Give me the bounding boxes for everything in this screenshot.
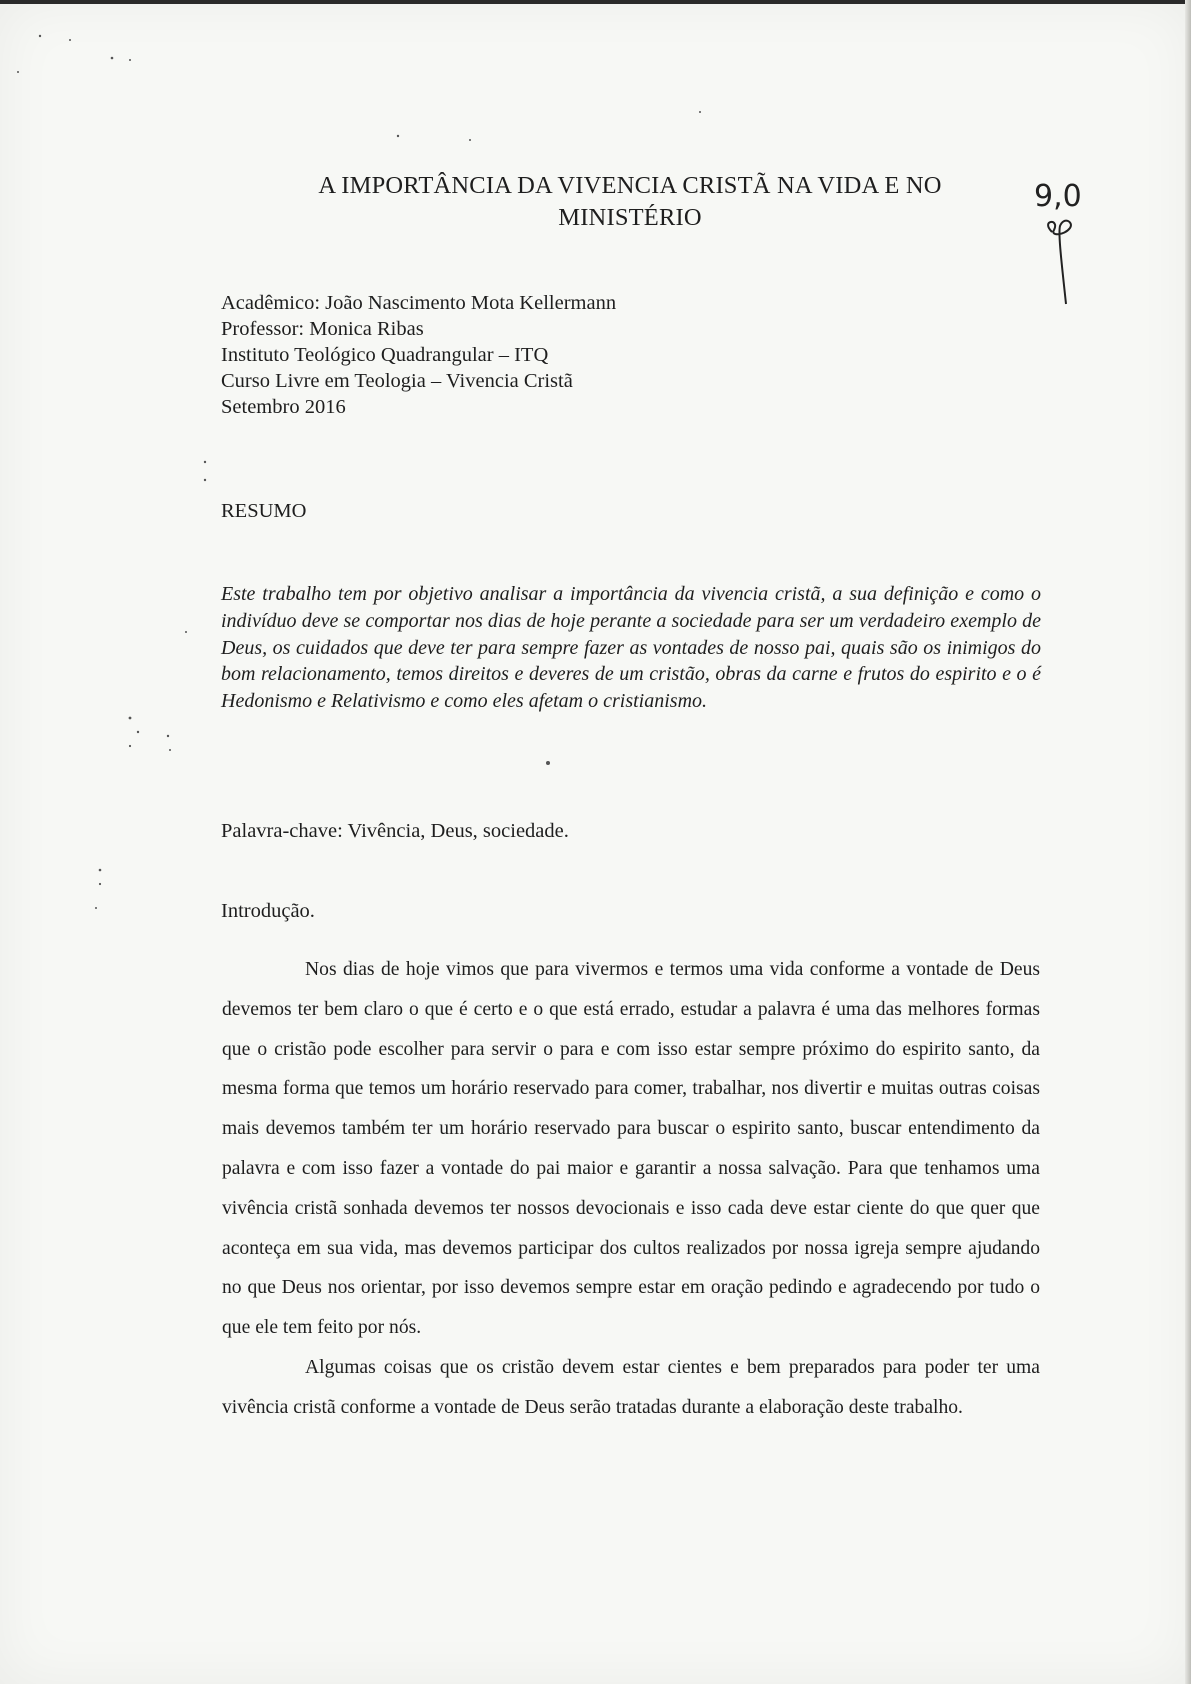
intro-heading: Introdução. <box>221 900 315 922</box>
handwritten-initials <box>1048 221 1071 304</box>
intro-paragraph-1: Nos dias de hoje vimos que para vivermos e termos uma vida conforme a vontade de Deus devemos ter bem claro o que é certo e o que está errado, estudar a palavra é uma das melhores formas que o cristão pode escolher para servir o para e com isso estar sempre próximo do espirito santo, da mesma forma que temos um horário reservado para comer, trabalhar, nos divertir e muitas outras coisas mais devemos também ter um horário reservado para buscar o espirito santo, buscar entendimento da palavra e com isso fazer a vontade do pai maior e garantir a nossa salvação. Para que tenhamos uma vivência cristã sonhada devemos ter nossos devocionais e isso cada deve estar ciente do que quer que aconteça em sua vida, mas devemos participar dos cultos realizados por nossa igreja sempre ajudando no que Deus nos orientar, por isso devemos sempre estar em oração pedindo e agradecendo por tudo o que ele tem feito por nós. <box>222 959 1040 1339</box>
abstract-text: Este trabalho tem por objetivo analisar a importância da vivencia cristã, a sua definição e como o indivíduo deve se comportar nos dias de hoje perante a sociedade para ser um verdadeiro exemplo de Deus, os cuidados que deve ter para sempre fazer as vontades de nosso pai, quais são os inimigos do bom relacionamento, temos direitos e deveres de um cristão, obras da carne e frutos do espirito e o é Hedonismo e Relativismo e como eles afetam o cristianismo. <box>221 583 1041 713</box>
scan-edge-right <box>1185 0 1191 1684</box>
intro-paragraph-2: Algumas coisas que os cristão devem estar cientes e bem preparados para poder ter uma vivência cristã conforme a vontade de Deus serão tratadas durante a elaboração deste trabalho. <box>222 1356 1040 1418</box>
scan-edge-top <box>0 0 1191 4</box>
resumo-heading: RESUMO <box>221 500 307 522</box>
intro-body <box>222 950 1040 1428</box>
header-line-course: Curso Livre em Teologia – Vivencia Cristã <box>221 370 573 392</box>
header-line-date: Setembro 2016 <box>221 396 346 418</box>
title-line-1: A IMPORTÂNCIA DA VIVENCIA CRISTÃ NA VIDA E NO <box>318 172 942 199</box>
header-line-student: Acadêmico: João Nascimento Mota Kellermann <box>221 292 617 314</box>
header-line-professor: Professor: Monica Ribas <box>221 318 424 340</box>
header-info <box>221 290 616 420</box>
document-title <box>270 170 990 234</box>
header-line-institute: Instituto Teológico Quadrangular – ITQ <box>221 344 549 366</box>
title-line-2: MINISTÉRIO <box>558 204 702 231</box>
handwritten-grade <box>1030 170 1110 310</box>
keywords-line: Palavra-chave: Vivência, Deus, sociedade. <box>221 820 569 842</box>
grade-text: 9,0 <box>1034 179 1082 214</box>
